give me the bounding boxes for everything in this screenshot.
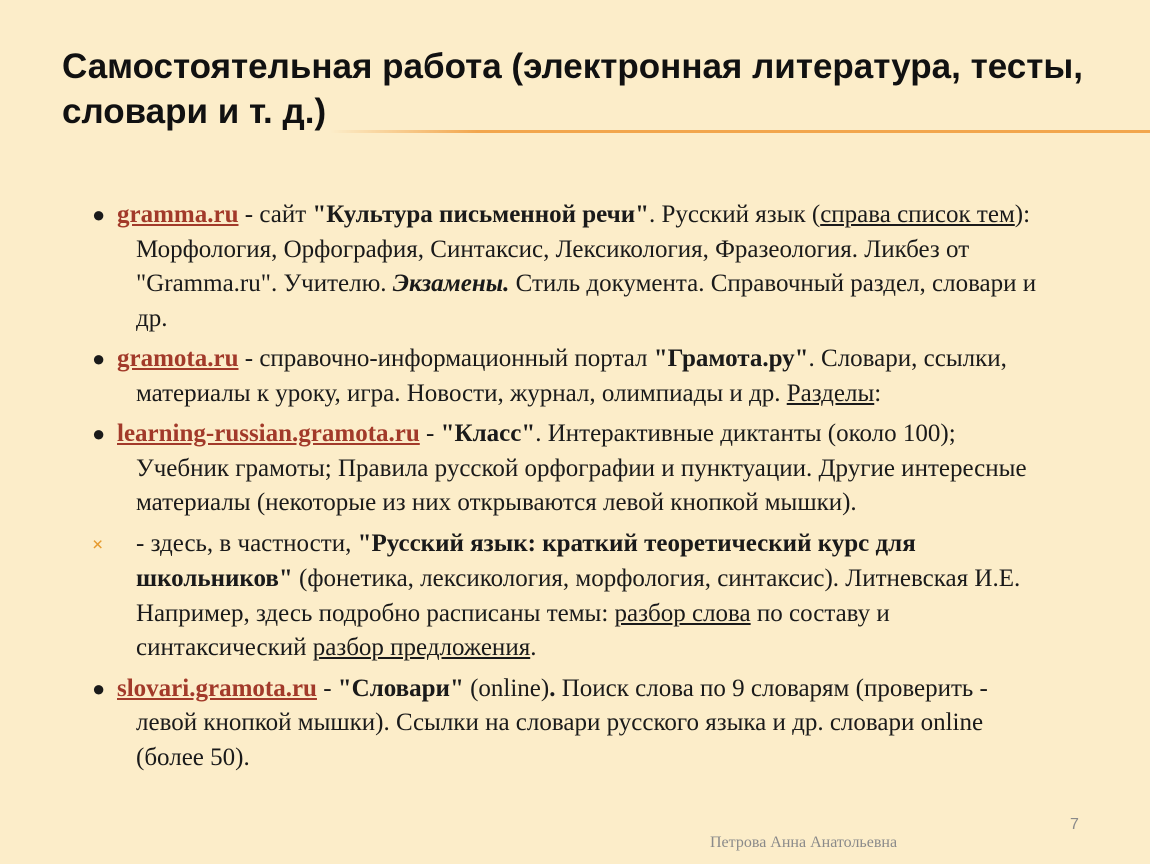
link-slovari[interactable]: slovari.gramota.ru bbox=[117, 674, 317, 702]
list-item-subnote bbox=[92, 527, 1052, 666]
content-list bbox=[92, 198, 1052, 781]
bullet-dot-icon: ● bbox=[92, 421, 106, 446]
bullet-dot-icon: ● bbox=[92, 675, 106, 701]
item-text: по составу и синтаксический bbox=[136, 599, 890, 661]
link-sections[interactable]: Разделы bbox=[786, 379, 875, 407]
item-text: - справочно-информационный портал bbox=[238, 345, 654, 372]
item-text: ): Морфология, Орфография, Синтаксис, Лексикология, Фразеология. Ликбез от "Gramma.ru". Учителю. bbox=[136, 201, 1031, 297]
list-item-gramma bbox=[92, 198, 1052, 336]
item-bold-text: "Словари" bbox=[337, 674, 464, 702]
item-text: - здесь, в частности, bbox=[136, 529, 358, 557]
link-sentence-analysis[interactable]: разбор предложения bbox=[312, 634, 531, 661]
x-bullet-icon: × bbox=[92, 533, 104, 556]
item-text: Поиск слова по 9 словарям (проверить - левой кнопкой мышки). Ссылки на словари русского языка и др. словари online (более 50). bbox=[136, 674, 988, 771]
item-text: Стиль документа. Справочный раздел, словари и др. bbox=[136, 270, 1037, 332]
link-learning-russian[interactable]: learning-russian.gramota.ru bbox=[117, 420, 420, 447]
item-text: - сайт bbox=[238, 201, 313, 228]
item-text: . Словари, ссылки, материалы к уроку, игра. Новости, журнал, олимпиады и др. bbox=[136, 345, 1007, 407]
item-text: : bbox=[874, 379, 882, 407]
slide-title: Самостоятельная работа (электронная литература, тесты, словари и т. д.) bbox=[62, 47, 1083, 131]
link-gramma[interactable]: gramma.ru bbox=[117, 201, 239, 228]
page-number: 7 bbox=[1070, 816, 1079, 833]
item-text: (фонетика, лексикология, морфология, синтаксис). Литневская И.Е. Например, здесь подробно расписаны темы: bbox=[136, 565, 1021, 627]
footer-author: Петрова Анна Анатольевна bbox=[710, 834, 898, 851]
item-bold-text: "Русский язык: краткий теоретический курс для школьников" bbox=[136, 529, 916, 592]
item-text: . bbox=[530, 634, 537, 661]
item-text: . Русский язык ( bbox=[649, 201, 821, 228]
item-bold-text: "Класс" bbox=[440, 420, 536, 447]
list-item-slovari bbox=[92, 672, 1052, 776]
title-divider bbox=[330, 130, 1150, 133]
list-item-gramota bbox=[92, 342, 1052, 411]
bullet-dot-icon: ● bbox=[92, 202, 106, 227]
item-text: - bbox=[419, 420, 441, 447]
list-item-learning-russian bbox=[92, 417, 1052, 521]
item-bold-italic-text: Экзамены. bbox=[392, 270, 510, 297]
item-bold-text: "Культура письменной речи" bbox=[312, 201, 650, 228]
bullet-dot-icon: ● bbox=[92, 346, 106, 371]
item-bold-text: . bbox=[549, 674, 556, 702]
item-bold-text: "Грамота.ру" bbox=[653, 345, 809, 372]
item-text: . Интерактивные диктанты (около 100); Учебник грамоты; Правила русской орфографии и пунктуации. Другие интересные материалы (некоторые из них открываются левой кнопкой мышки). bbox=[136, 420, 1027, 516]
link-word-analysis[interactable]: разбор слова bbox=[614, 599, 751, 627]
link-gramota[interactable]: gramota.ru bbox=[117, 345, 239, 372]
item-text: (online) bbox=[463, 674, 550, 702]
item-text: - bbox=[316, 674, 338, 702]
link-topics-list[interactable]: справа список тем bbox=[820, 201, 1015, 228]
